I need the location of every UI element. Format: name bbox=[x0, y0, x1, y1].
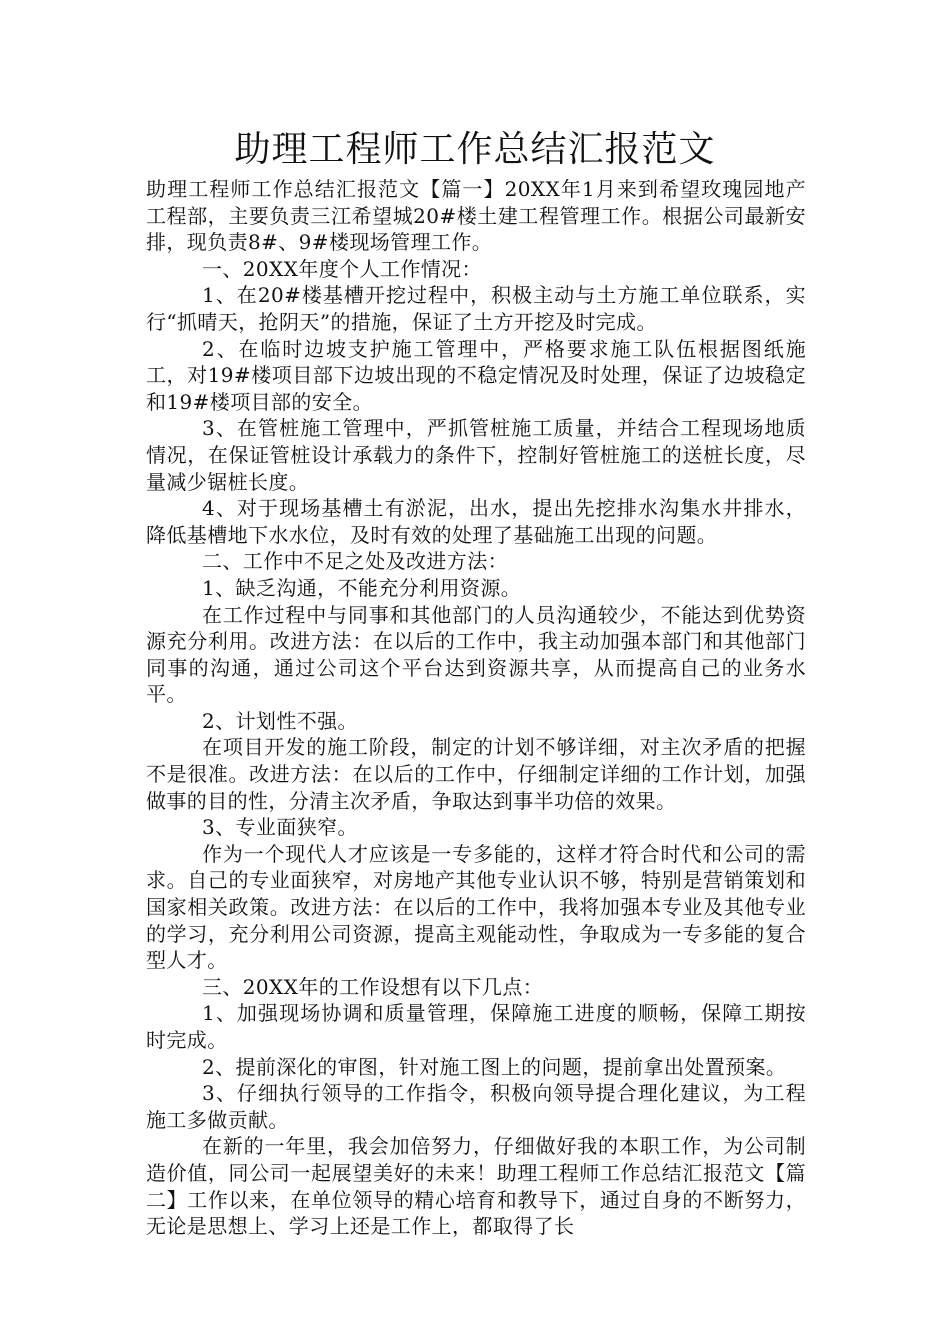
document-paragraph: 2、在临时边坡支护施工管理中，严格要求施工队伍根据图纸施工，对19#楼项目部下边坡出现的不稳定情况及时处理，保证了边坡稳定和19#楼项目部的安全。 bbox=[146, 336, 806, 414]
document-paragraph: 助理工程师工作总结汇报范文【篇一】20XX年1月来到希望玫瑰园地产工程部，主要负责三江希望城20#楼土建工程管理工作。根据公司最新安排，现负责8#、9#楼现场管理工作。 bbox=[146, 177, 806, 255]
document-paragraph: 在项目开发的施工阶段，制定的计划不够详细，对主次矛盾的把握不是很准。改进方法：在以后的工作中，仔细制定详细的工作计划，加强做事的目的性，分清主次矛盾，争取达到事半功倍的效果。 bbox=[146, 735, 806, 813]
document-paragraph: 1、在20#楼基槽开挖过程中，积极主动与土方施工单位联系，实行“抓晴天，抢阴天”的措施，保证了土方开挖及时完成。 bbox=[146, 283, 806, 334]
document-paragraph: 2、提前深化的审图，针对施工图上的问题，提前拿出处置预案。 bbox=[202, 1054, 787, 1079]
document-paragraph: 1、缺乏沟通，不能充分利用资源。 bbox=[202, 575, 522, 600]
document-body bbox=[146, 176, 806, 1240]
document-paragraph: 3、仔细执行领导的工作指令，积极向领导提合理化建议，为工程施工多做贡献。 bbox=[146, 1081, 806, 1132]
document-paragraph: 2、计划性不强。 bbox=[202, 708, 358, 733]
document-paragraph: 3、专业面狭窄。 bbox=[202, 815, 358, 840]
document-paragraph: 3、在管桩施工管理中，严抓管桩施工质量，并结合工程现场地质情况，在保证管桩设计承载力的条件下，控制好管桩施工的送桩长度，尽量减少锯桩长度。 bbox=[146, 416, 806, 494]
document-paragraph: 4、对于现场基槽土有淤泥，出水，提出先挖排水沟集水井排水，降低基槽地下水水位，及时有效的处理了基础施工出现的问题。 bbox=[146, 496, 806, 547]
document-paragraph: 三、20XX年的工作设想有以下几点： bbox=[202, 974, 544, 999]
document-paragraph: 二、工作中不足之处及改进方法： bbox=[202, 549, 508, 574]
document-paragraph: 1、加强现场协调和质量管理，保障施工进度的顺畅，保障工期按时完成。 bbox=[146, 1001, 806, 1052]
document-paragraph: 在工作过程中与同事和其他部门的人员沟通较少，不能达到优势资源充分利用。改进方法：在以后的工作中，我主动加强本部门和其他部门同事的沟通，通过公司这个平台达到资源共享，从而提高自己的业务水平。 bbox=[146, 602, 806, 707]
document-paragraph: 一、20XX年度个人工作情况： bbox=[202, 256, 482, 281]
document-paragraph: 在新的一年里，我会加倍努力，仔细做好我的本职工作，为公司制造价值，同公司一起展望美好的未来！助理工程师工作总结汇报范文【篇二】工作以来，在单位领导的精心培育和教导下，通过自身的不断努力，无论是思想上、学习上还是工作上，都取得了长 bbox=[146, 1134, 806, 1239]
document-paragraph: 作为一个现代人才应该是一专多能的，这样才符合时代和公司的需求。自己的专业面狭窄，对房地产其他专业认识不够，特别是营销策划和国家相关政策。改进方法：在以后的工作中，我将加强本专业及其他专业的学习，充分利用公司资源，提高主观能动性，争取成为一专多能的复合型人才。 bbox=[146, 841, 806, 973]
document-title: 助理工程师工作总结汇报范文 bbox=[234, 129, 716, 170]
